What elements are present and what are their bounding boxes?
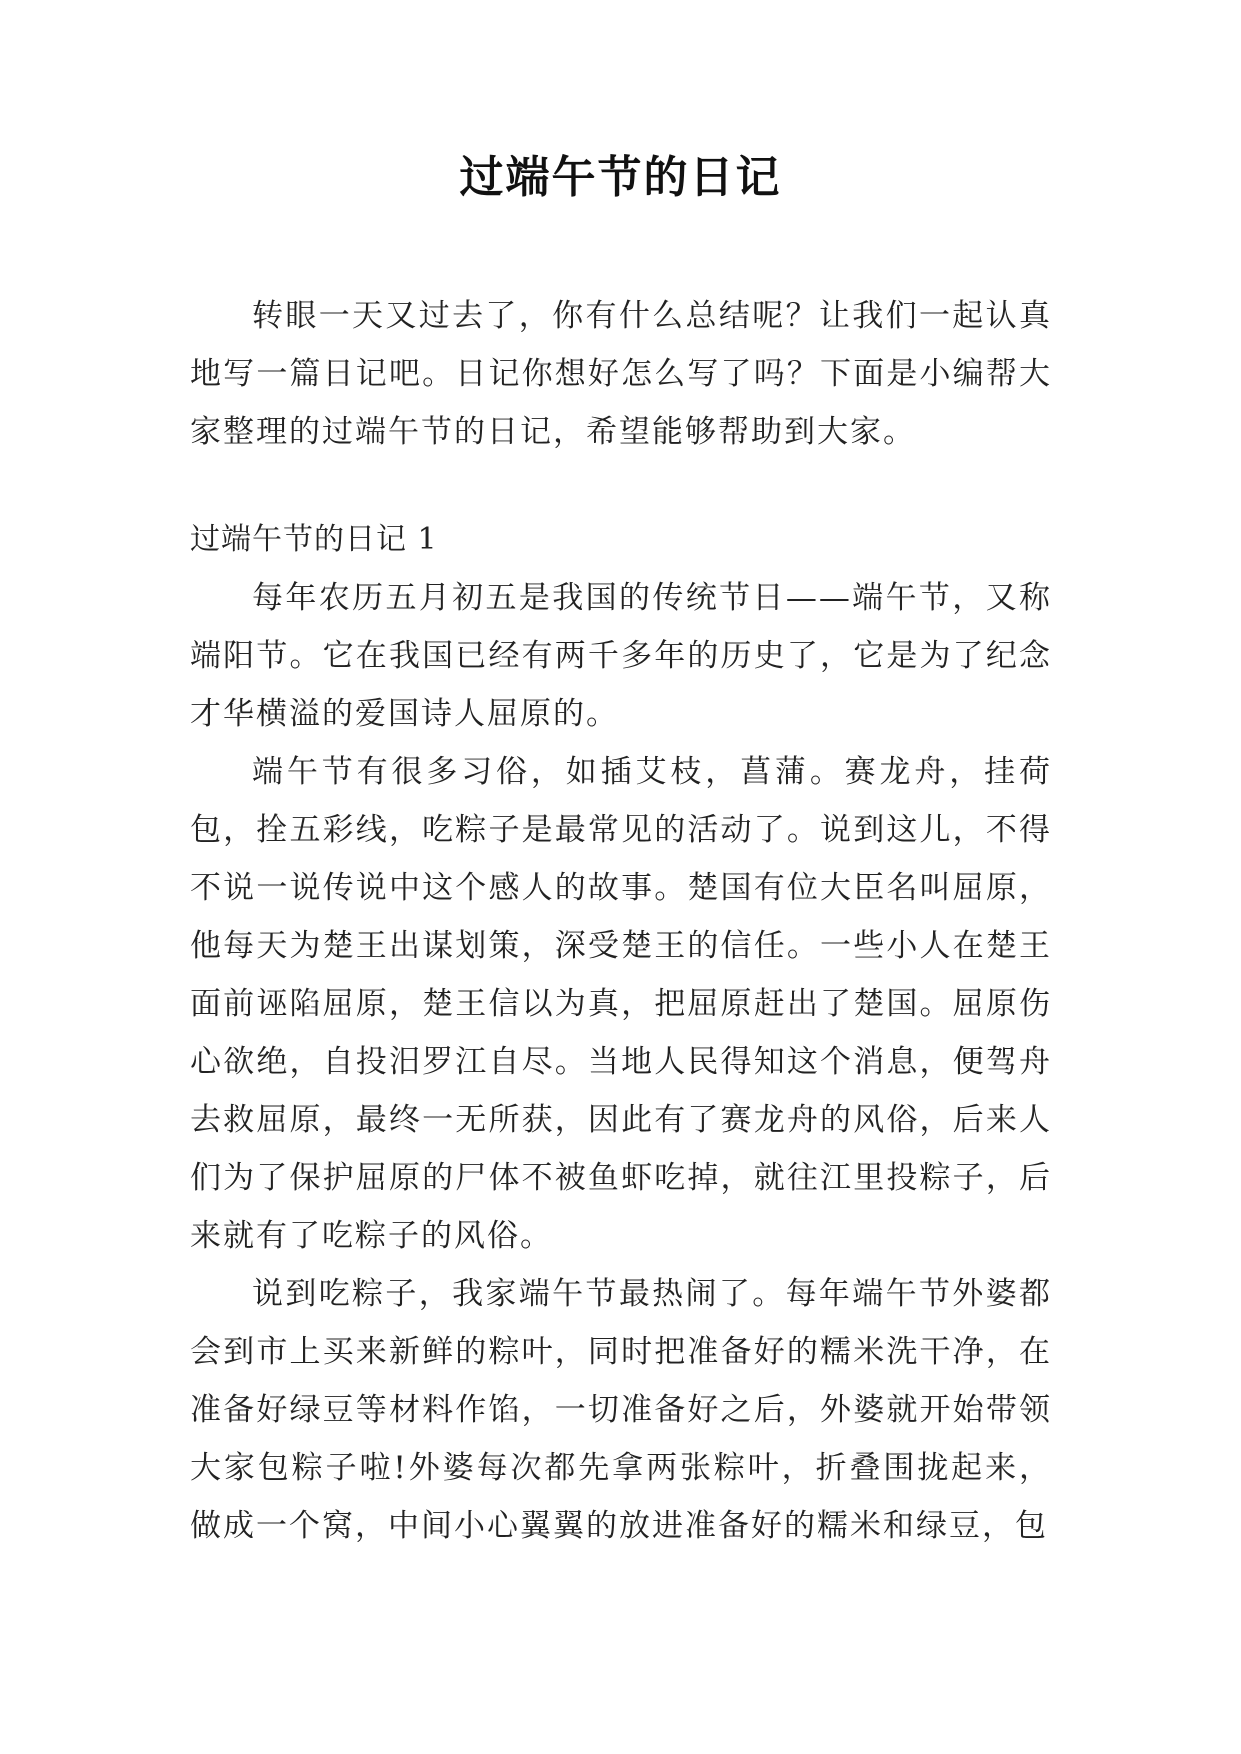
document-title: 过端午节的日记 — [459, 152, 782, 203]
body-paragraph-1: 每年农历五月初五是我国的传统节日——端午节，又称端阳节。它在我国已经有两千多年的历史了，它是为了纪念才华横溢的爱国诗人屈原的。 — [190, 580, 1052, 732]
body-paragraph-3: 说到吃粽子，我家端午节最热闹了。每年端午节外婆都会到市上买来新鲜的粽叶，同时把准备好的糯米洗干净，在准备好绿豆等材料作馅，一切准备好之后，外婆就开始带领大家包粽子啦!外婆每次都先拿两张粽叶，折叠围拢起来，做成一个窝，中间小心翼翼的放进准备好的糯米和绿豆，包 — [190, 1276, 1052, 1544]
intro-paragraph: 转眼一天又过去了，你有什么总结呢？让我们一起认真地写一篇日记吧。日记你想好怎么写了吗？下面是小编帮大家整理的过端午节的日记，希望能够帮助到大家。 — [190, 298, 1052, 450]
document-body — [190, 287, 1052, 1555]
body-paragraph-2: 端午节有很多习俗，如插艾枝，菖蒲。赛龙舟，挂荷包，拴五彩线，吃粽子是最常见的活动了。说到这儿，不得不说一说传说中这个感人的故事。楚国有位大臣名叫屈原，他每天为楚王出谋划策，深受楚王的信任。一些小人在楚王面前诬陷屈原，楚王信以为真，把屈原赶出了楚国。屈原伤心欲绝，自投汨罗江自尽。当地人民得知这个消息，便驾舟去救屈原，最终一无所获，因此有了赛龙舟的风俗，后来人们为了保护屈原的尸体不被鱼虾吃掉，就往江里投粽子，后来就有了吃粽子的风俗。 — [190, 754, 1052, 1254]
section-heading: 过端午节的日记 1 — [190, 522, 438, 557]
